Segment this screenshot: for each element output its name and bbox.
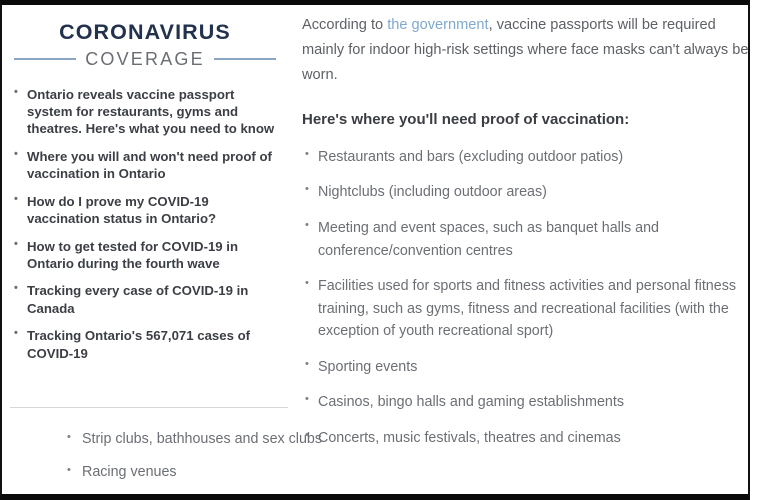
venue-list-item[interactable]: • Racing venues bbox=[64, 462, 624, 483]
sidebar-article-link[interactable]: • Where you will and won't need proof of vaccination in Ontario bbox=[12, 148, 278, 183]
related-articles-list bbox=[12, 86, 278, 362]
proof-required-venues-list bbox=[302, 146, 758, 450]
section-heading: Here's where you'll need proof of vaccination: bbox=[302, 111, 630, 129]
brand-title: CORONAVIRUS bbox=[59, 20, 231, 44]
venue-list-item[interactable]: • Restaurants and bars (excluding outdoor patios) bbox=[302, 146, 758, 169]
brand-subtitle: COVERAGE bbox=[85, 48, 205, 69]
sidebar-article-link[interactable]: • Tracking every case of COVID-19 in Canada bbox=[12, 282, 278, 317]
brand-subtitle-row bbox=[12, 49, 278, 70]
coronavirus-coverage-sidebar bbox=[2, 5, 294, 405]
sidebar-article-link[interactable]: • Ontario reveals vaccine passport system for restaurants, gyms and theatres. Here's what you need to know bbox=[12, 86, 278, 138]
venue-list-item[interactable]: • Casinos, bingo halls and gaming establishments bbox=[302, 391, 758, 414]
venue-list-item[interactable]: • Facilities used for sports and fitness activities and personal fitness training, such as gyms, fitness and recreational facilities (with the exception of youth recreational sport) bbox=[302, 275, 758, 343]
sidebar-article-link[interactable]: • How do I prove my COVID-19 vaccination status in Ontario? bbox=[12, 193, 278, 228]
brand-header bbox=[12, 19, 278, 70]
lede-paragraph bbox=[302, 13, 758, 88]
proof-required-venues-list-continued bbox=[64, 429, 624, 496]
government-link[interactable]: the government bbox=[387, 17, 489, 33]
article-content bbox=[2, 5, 748, 494]
lede-text-after: , vaccine passports will be required mainly for indoor high-risk settings where face masks can't always be worn. bbox=[302, 17, 749, 84]
sidebar-article-link[interactable]: • Tracking Ontario's 567,071 cases of COVID-19 bbox=[12, 327, 278, 362]
venue-list-item[interactable]: • Sporting events bbox=[302, 356, 758, 379]
brand-rule-left bbox=[14, 58, 76, 60]
venue-list-item[interactable]: • Nightclubs (including outdoor areas) bbox=[302, 181, 758, 204]
brand-rule-right bbox=[214, 58, 276, 60]
lede-text-before: According to bbox=[302, 17, 388, 33]
sidebar-divider bbox=[10, 407, 288, 408]
venue-list-item[interactable]: • Strip clubs, bathhouses and sex clubs bbox=[64, 429, 624, 450]
sidebar-article-link[interactable]: • How to get tested for COVID-19 in Ontario during the fourth wave bbox=[12, 238, 278, 273]
venue-list-item[interactable]: • Concerts, music festivals, theatres and cinemas bbox=[302, 427, 758, 450]
article-body bbox=[298, 5, 758, 446]
venue-list-item[interactable]: • Meeting and event spaces, such as banquet halls and conference/convention centres bbox=[302, 217, 758, 262]
